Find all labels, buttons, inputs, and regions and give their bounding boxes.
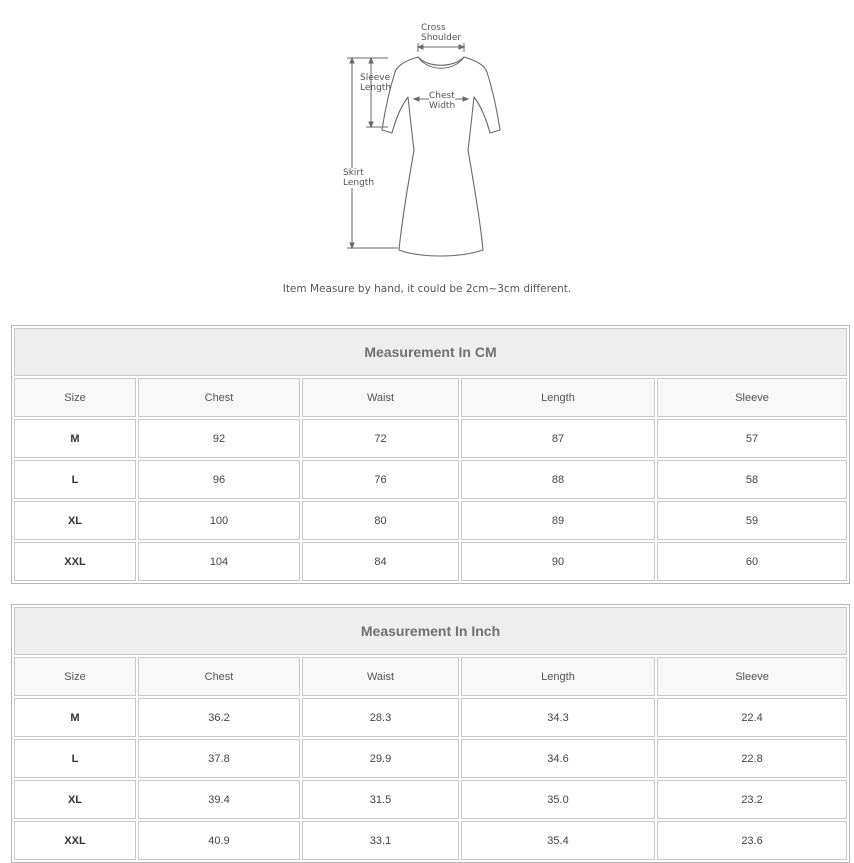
table-cell: 84 bbox=[302, 542, 459, 581]
table-cell: 89 bbox=[461, 501, 655, 540]
column-header: Size bbox=[14, 657, 136, 696]
table-row bbox=[14, 821, 847, 860]
table-header-row bbox=[14, 378, 847, 417]
column-header: Sleeve bbox=[657, 378, 847, 417]
table-cell: 58 bbox=[657, 460, 847, 499]
table-title: Measurement In Inch bbox=[14, 607, 847, 655]
table-row bbox=[14, 460, 847, 499]
table-cell: 76 bbox=[302, 460, 459, 499]
table-cell: 90 bbox=[461, 542, 655, 581]
table-cell: 100 bbox=[138, 501, 300, 540]
dress-outline-illustration bbox=[0, 0, 854, 300]
dress-measurement-diagram bbox=[0, 0, 854, 300]
table-cell: 87 bbox=[461, 419, 655, 458]
column-header: Length bbox=[461, 657, 655, 696]
table-cell: 104 bbox=[138, 542, 300, 581]
size-cell: XL bbox=[14, 501, 136, 540]
column-header: Sleeve bbox=[657, 657, 847, 696]
column-header: Waist bbox=[302, 657, 459, 696]
table-cell: 22.8 bbox=[657, 739, 847, 778]
size-cell: M bbox=[14, 698, 136, 737]
table-cell: 39.4 bbox=[138, 780, 300, 819]
table-cell: 34.6 bbox=[461, 739, 655, 778]
size-cell: L bbox=[14, 460, 136, 499]
table-row bbox=[14, 739, 847, 778]
skirt-length-label: Skirt Length bbox=[343, 168, 375, 188]
size-table-inch bbox=[11, 604, 850, 863]
measurement-note: Item Measure by hand, it could be 2cm~3cm different. bbox=[282, 283, 572, 295]
table-cell: 29.9 bbox=[302, 739, 459, 778]
size-cell: L bbox=[14, 739, 136, 778]
size-cell: XXL bbox=[14, 821, 136, 860]
chest-width-label: Chest Width bbox=[429, 91, 456, 111]
table-header-row bbox=[14, 657, 847, 696]
table-cell: 88 bbox=[461, 460, 655, 499]
size-cell: XXL bbox=[14, 542, 136, 581]
table-cell: 92 bbox=[138, 419, 300, 458]
table-cell: 31.5 bbox=[302, 780, 459, 819]
cross-shoulder-label: Cross Shoulder bbox=[421, 23, 462, 43]
table-cell: 72 bbox=[302, 419, 459, 458]
size-cell: M bbox=[14, 419, 136, 458]
size-cell: XL bbox=[14, 780, 136, 819]
table-cell: 23.6 bbox=[657, 821, 847, 860]
dress-outline bbox=[382, 57, 500, 256]
column-header: Size bbox=[14, 378, 136, 417]
table-cell: 37.8 bbox=[138, 739, 300, 778]
column-header: Waist bbox=[302, 378, 459, 417]
column-header: Length bbox=[461, 378, 655, 417]
table-title: Measurement In CM bbox=[14, 328, 847, 376]
table-cell: 59 bbox=[657, 501, 847, 540]
table-row bbox=[14, 698, 847, 737]
table-cell: 40.9 bbox=[138, 821, 300, 860]
table-row bbox=[14, 419, 847, 458]
size-table-cm bbox=[11, 325, 850, 584]
table-cell: 35.4 bbox=[461, 821, 655, 860]
column-header: Chest bbox=[138, 378, 300, 417]
sleeve-length-label: Sleeve Length bbox=[360, 73, 392, 93]
table-cell: 60 bbox=[657, 542, 847, 581]
table-row bbox=[14, 542, 847, 581]
table-cell: 34.3 bbox=[461, 698, 655, 737]
table-row bbox=[14, 780, 847, 819]
table-cell: 22.4 bbox=[657, 698, 847, 737]
table-cell: 96 bbox=[138, 460, 300, 499]
table-cell: 23.2 bbox=[657, 780, 847, 819]
table-row bbox=[14, 501, 847, 540]
table-cell: 35.0 bbox=[461, 780, 655, 819]
table-cell: 36.2 bbox=[138, 698, 300, 737]
table-cell: 80 bbox=[302, 501, 459, 540]
column-header: Chest bbox=[138, 657, 300, 696]
table-cell: 57 bbox=[657, 419, 847, 458]
table-cell: 33.1 bbox=[302, 821, 459, 860]
table-cell: 28.3 bbox=[302, 698, 459, 737]
